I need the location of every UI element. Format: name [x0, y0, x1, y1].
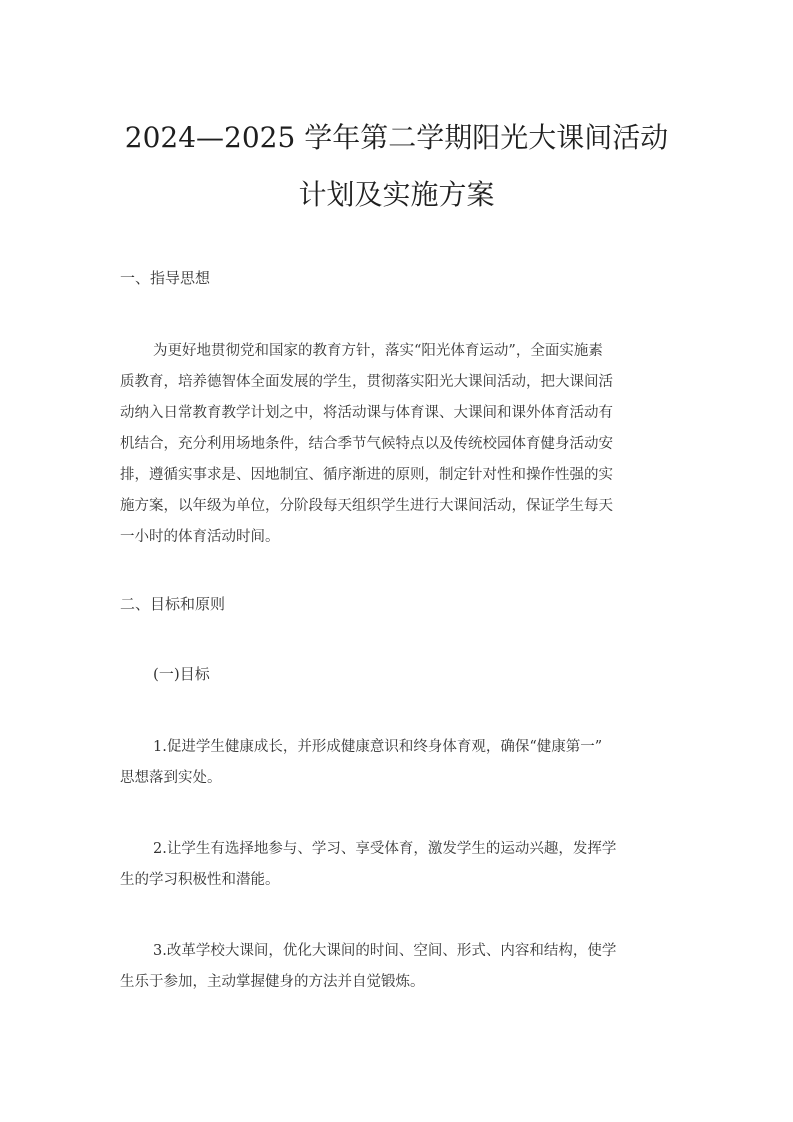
paragraph-line: 生的学习积极性和潜能。: [120, 872, 280, 888]
paragraph-line: 机结合，充分利用场地条件，结合季节气候特点以及传统校园体育健身活动安: [120, 436, 613, 452]
paragraph-line: 1.促进学生健康成长，并形成健康意识和终身体育观，确保“健康第一”: [153, 739, 603, 755]
paragraph-line: 动纳入日常教育教学计划之中，将活动课与体育课、大课间和课外体育活动有: [120, 405, 613, 421]
document-title-line-2: 计划及实施方案: [298, 178, 495, 211]
section-heading-goals-principles: 二、目标和原则: [120, 595, 226, 613]
paragraph-line: 生乐于参加，主动掌握健身的方法并自觉锻炼。: [120, 974, 425, 990]
paragraph-line: 为更好地贯彻党和国家的教育方针，落实“阳光体育运动”，全面实施素: [153, 343, 603, 359]
paragraph-line: 施方案，以年级为单位，分阶段每天组织学生进行大课间活动，保证学生每天: [120, 498, 613, 514]
paragraph-line: 排，遵循实事求是、因地制宜、循序渐进的原则，制定针对性和操作性强的实: [120, 467, 613, 483]
guiding-ideology-paragraph: [120, 336, 672, 553]
sub-heading-goals: (一)目标: [153, 665, 210, 683]
goal-item-3: [120, 936, 672, 998]
section-heading-guiding-ideology: 一、指导思想: [120, 269, 211, 287]
goal-item-2: [120, 834, 672, 896]
paragraph-line: 3.改革学校大课间，优化大课间的时间、空间、形式、内容和结构，使学: [153, 943, 617, 959]
paragraph-line: 思想落到实处。: [120, 770, 222, 786]
paragraph-line: 2.让学生有选择地参与、学习、享受体育，激发学生的运动兴趣，发挥学: [153, 841, 617, 857]
document-title-line-1: 2024—2025 学年第二学期阳光大课间活动: [124, 121, 669, 154]
paragraph-line: 质教育，培养德智体全面发展的学生，贯彻落实阳光大课间活动，把大课间活: [120, 374, 613, 390]
paragraph-line: 一小时的体育活动时间。: [120, 529, 280, 545]
goal-item-1: [120, 732, 672, 794]
